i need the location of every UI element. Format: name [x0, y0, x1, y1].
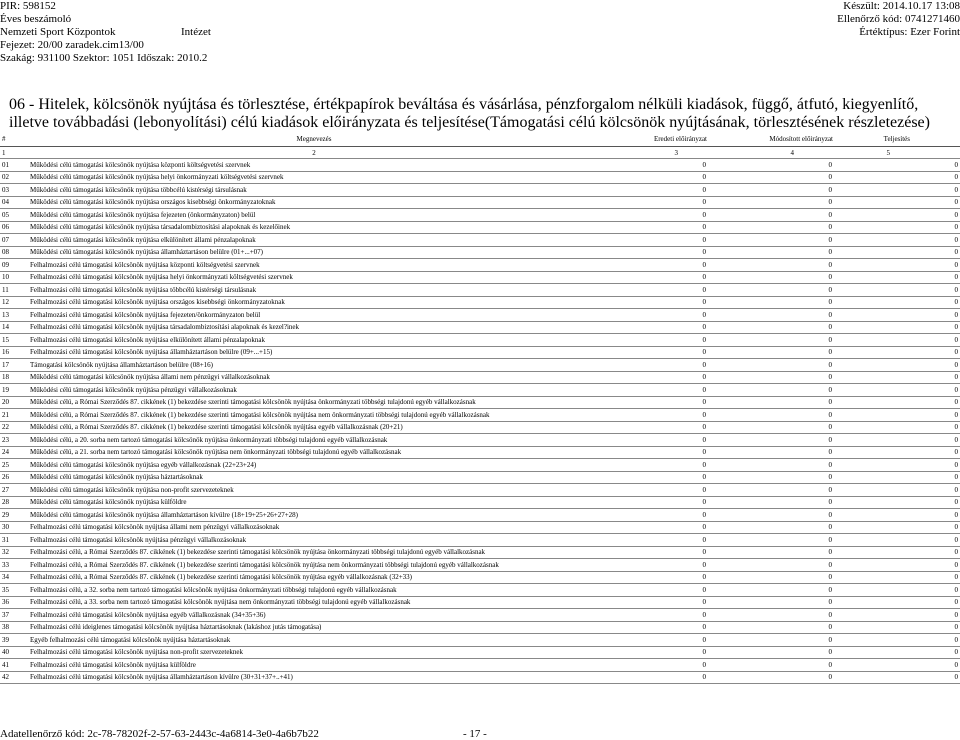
row-number: 15: [0, 334, 28, 347]
fulfillment: 0: [834, 296, 960, 309]
row-number: 30: [0, 521, 28, 534]
modified-budget: 0: [708, 546, 834, 559]
column-header: Módosított előirányzat: [708, 132, 834, 147]
table-row: [0, 346, 960, 359]
row-number: 25: [0, 459, 28, 472]
original-budget: 0: [600, 559, 708, 572]
fulfillment: 0: [834, 421, 960, 434]
fulfillment: 0: [834, 259, 960, 272]
row-number: 21: [0, 409, 28, 422]
fulfillment: 0: [834, 334, 960, 347]
fulfillment: 0: [834, 221, 960, 234]
fulfillment: 0: [834, 234, 960, 247]
row-number: 19: [0, 384, 28, 397]
row-description: Egyéb felhalmozási célú támogatási kölcsönök nyújtása háztartásoknak: [28, 634, 600, 647]
table-row: [0, 609, 960, 622]
row-number: 41: [0, 659, 28, 672]
fulfillment: 0: [834, 646, 960, 659]
original-budget: 0: [600, 646, 708, 659]
original-budget: 0: [600, 234, 708, 247]
modified-budget: 0: [708, 309, 834, 322]
table-row: [0, 384, 960, 397]
row-number: 13: [0, 309, 28, 322]
original-budget: 0: [600, 334, 708, 347]
table-row: [0, 596, 960, 609]
modified-budget: 0: [708, 259, 834, 272]
row-number: 34: [0, 571, 28, 584]
table-row: [0, 534, 960, 547]
fulfillment: 0: [834, 371, 960, 384]
row-description: Működési célú támogatási kölcsönök nyújtása fejezeten (önkormányzaton) belül: [28, 209, 600, 222]
fulfillment: 0: [834, 484, 960, 497]
original-budget: 0: [600, 509, 708, 522]
modified-budget: 0: [708, 184, 834, 197]
table-row: [0, 621, 960, 634]
row-description: Felhalmozási célú támogatási kölcsönök nyújtása államháztartáson belülre (09+...+15): [28, 346, 600, 359]
original-budget: 0: [600, 409, 708, 422]
row-description: Felhalmozási célú támogatási kölcsönök nyújtása állami nem pénzügyi vállalkozásoknak: [28, 521, 600, 534]
row-description: Működési célú támogatási kölcsönök nyújtása egyéb vállalkozásnak (22+23+24): [28, 459, 600, 472]
modified-budget: 0: [708, 409, 834, 422]
row-description: Felhalmozási célú ideiglenes támogatási kölcsönök nyújtása háztartásoknak (lakáshoz jutás támogatása): [28, 621, 600, 634]
chapter-info: Fejezet: 20/00 zaradek.cim13/00: [0, 39, 144, 51]
row-number: 28: [0, 496, 28, 509]
fulfillment: 0: [834, 346, 960, 359]
table-row: [0, 434, 960, 447]
row-number: 11: [0, 284, 28, 297]
report-header: [0, 0, 960, 70]
original-budget: 0: [600, 596, 708, 609]
row-number: 09: [0, 259, 28, 272]
fulfillment: 0: [834, 246, 960, 259]
fulfillment: 0: [834, 471, 960, 484]
table-row: [0, 571, 960, 584]
table-row: [0, 359, 960, 372]
row-number: 40: [0, 646, 28, 659]
row-number: 06: [0, 221, 28, 234]
fulfillment: 0: [834, 571, 960, 584]
fulfillment: 0: [834, 509, 960, 522]
fulfillment: 0: [834, 459, 960, 472]
original-budget: 0: [600, 434, 708, 447]
row-number: 23: [0, 434, 28, 447]
row-number: 12: [0, 296, 28, 309]
original-budget: 0: [600, 396, 708, 409]
row-description: Működési célú támogatási kölcsönök nyújtása államháztartáson kívülre (18+19+25+26+27+28): [28, 509, 600, 522]
row-description: Felhalmozási célú támogatási kölcsönök nyújtása egyéb vállalkozásnak (34+35+36): [28, 609, 600, 622]
original-budget: 0: [600, 471, 708, 484]
table-row: [0, 446, 960, 459]
value-type: Értéktípus: Ezer Forint: [859, 26, 960, 38]
row-number: 07: [0, 234, 28, 247]
table-row: [0, 321, 960, 334]
original-budget: 0: [600, 621, 708, 634]
row-description: Működési célú, a Római Szerződés 87. cikkének (1) bekezdése szerinti támogatási kölcsönök nyújtása önkormányzati többségi tulajdonú egyéb vállalkozásnak: [28, 396, 600, 409]
original-budget: 0: [600, 571, 708, 584]
modified-budget: 0: [708, 509, 834, 522]
table-row: [0, 484, 960, 497]
row-number: 32: [0, 546, 28, 559]
fulfillment: 0: [834, 359, 960, 372]
row-number: 03: [0, 184, 28, 197]
fulfillment: 0: [834, 409, 960, 422]
row-description: Felhalmozási célú támogatási kölcsönök nyújtása országos kisebbségi önkormányzatoknak: [28, 296, 600, 309]
data-check-code: Adatellenőrző kód: 2c-78-78202f-2-57-63-2443c-4a6814-3e0-4a6b7b22: [0, 728, 319, 740]
table-header-row: [0, 132, 960, 147]
row-number: 14: [0, 321, 28, 334]
table-row: [0, 521, 960, 534]
table-row: [0, 409, 960, 422]
table-row: [0, 659, 960, 672]
original-budget: 0: [600, 171, 708, 184]
table-row: [0, 271, 960, 284]
table-row: [0, 646, 960, 659]
original-budget: 0: [600, 459, 708, 472]
original-budget: 0: [600, 534, 708, 547]
row-number: 42: [0, 671, 28, 684]
table-row: [0, 671, 960, 684]
modified-budget: 0: [708, 346, 834, 359]
row-number: 01: [0, 159, 28, 172]
modified-budget: 0: [708, 596, 834, 609]
table-row: [0, 371, 960, 384]
row-number: 08: [0, 246, 28, 259]
row-number: 22: [0, 421, 28, 434]
row-description: Működési célú támogatási kölcsönök nyújtása külföldre: [28, 496, 600, 509]
row-number: 24: [0, 446, 28, 459]
modified-budget: 0: [708, 234, 834, 247]
modified-budget: 0: [708, 371, 834, 384]
original-budget: 0: [600, 546, 708, 559]
fulfillment: 0: [834, 159, 960, 172]
row-description: Felhalmozási célú támogatási kölcsönök nyújtása pénzügyi vállalkozásoknak: [28, 534, 600, 547]
row-description: Működési célú támogatási kölcsönök nyújtása központi költségvetési szervnek: [28, 159, 600, 172]
fulfillment: 0: [834, 621, 960, 634]
row-description: Működési célú támogatási kölcsönök nyújtása országos kisebbségi önkormányzatoknak: [28, 196, 600, 209]
modified-budget: 0: [708, 196, 834, 209]
fulfillment: 0: [834, 584, 960, 597]
table-row: [0, 559, 960, 572]
modified-budget: 0: [708, 559, 834, 572]
modified-budget: 0: [708, 534, 834, 547]
modified-budget: 0: [708, 284, 834, 297]
table-row: [0, 634, 960, 647]
fulfillment: 0: [834, 671, 960, 684]
fulfillment: 0: [834, 384, 960, 397]
fulfillment: 0: [834, 171, 960, 184]
original-budget: 0: [600, 384, 708, 397]
modified-budget: 0: [708, 396, 834, 409]
table-body: [0, 159, 960, 684]
row-description: Felhalmozási célú támogatási kölcsönök nyújtása központi költségvetési szervnek: [28, 259, 600, 272]
pir-label: PIR: 598152: [0, 0, 56, 12]
modified-budget: 0: [708, 246, 834, 259]
original-budget: 0: [600, 659, 708, 672]
table-row: [0, 546, 960, 559]
row-description: Felhalmozási célú, a Római Szerződés 87. cikkének (1) bekezdése szerinti támogatási kölcsönök nyújtása egyéb vállalkozásnak (32+33): [28, 571, 600, 584]
row-number: 36: [0, 596, 28, 609]
row-number: 33: [0, 559, 28, 572]
column-header: Teljesítés: [834, 132, 960, 147]
row-number: 17: [0, 359, 28, 372]
column-index: 3: [600, 147, 708, 159]
row-description: Felhalmozási célú, a Római Szerződés 87. cikkének (1) bekezdése szerinti támogatási kölcsönök nyújtása önkormányzati többségi tulajdonú egyéb vállalkozásnak: [28, 546, 600, 559]
modified-budget: 0: [708, 484, 834, 497]
modified-budget: 0: [708, 609, 834, 622]
fulfillment: 0: [834, 284, 960, 297]
fulfillment: 0: [834, 321, 960, 334]
modified-budget: 0: [708, 334, 834, 347]
row-description: Felhalmozási célú támogatási kölcsönök nyújtása non-profit szervezeteknek: [28, 646, 600, 659]
original-budget: 0: [600, 609, 708, 622]
column-header: Eredeti előirányzat: [600, 132, 708, 147]
fulfillment: 0: [834, 196, 960, 209]
fulfillment: 0: [834, 309, 960, 322]
original-budget: 0: [600, 321, 708, 334]
row-number: 10: [0, 271, 28, 284]
original-budget: 0: [600, 446, 708, 459]
modified-budget: 0: [708, 221, 834, 234]
modified-budget: 0: [708, 634, 834, 647]
modified-budget: 0: [708, 646, 834, 659]
table-row: [0, 234, 960, 247]
row-description: Működési célú támogatási kölcsönök nyújtása társadalombiztosítási alapoknak és kezelőinek: [28, 221, 600, 234]
table-row: [0, 221, 960, 234]
original-budget: 0: [600, 271, 708, 284]
table-row: [0, 396, 960, 409]
table-row: [0, 196, 960, 209]
original-budget: 0: [600, 284, 708, 297]
modified-budget: 0: [708, 321, 834, 334]
table-row: [0, 171, 960, 184]
row-number: 16: [0, 346, 28, 359]
table-row: [0, 209, 960, 222]
original-budget: 0: [600, 421, 708, 434]
original-budget: 0: [600, 371, 708, 384]
table-row: [0, 184, 960, 197]
modified-budget: 0: [708, 171, 834, 184]
fulfillment: 0: [834, 396, 960, 409]
row-description: Működési célú, a 21. sorba nem tartozó támogatási kölcsönök nyújtása nem önkormányzati többségi tulajdonú egyéb vállalkozásnak: [28, 446, 600, 459]
original-budget: 0: [600, 184, 708, 197]
row-description: Felhalmozási célú támogatási kölcsönök nyújtása államháztartáson kívülre (30+31+37+..+41): [28, 671, 600, 684]
modified-budget: 0: [708, 296, 834, 309]
modified-budget: 0: [708, 571, 834, 584]
row-number: 04: [0, 196, 28, 209]
table-row: [0, 421, 960, 434]
row-description: Működési célú támogatási kölcsönök nyújtása elkülönített állami pénzalapoknak: [28, 234, 600, 247]
table-row: [0, 496, 960, 509]
checksum-code: Ellenőrző kód: 0741271460: [837, 13, 960, 25]
row-description: Működési célú, a Római Szerződés 87. cikkének (1) bekezdése szerinti támogatási kölcsönök nyújtása nem önkormányzati többségi tulajdonú egyéb vállalkozásnak: [28, 409, 600, 422]
original-budget: 0: [600, 359, 708, 372]
modified-budget: 0: [708, 584, 834, 597]
column-header: Megnevezés: [28, 132, 600, 147]
modified-budget: 0: [708, 159, 834, 172]
row-description: Felhalmozási célú támogatási kölcsönök nyújtása helyi önkormányzati költségvetési szervnek: [28, 271, 600, 284]
modified-budget: 0: [708, 459, 834, 472]
table-row: [0, 259, 960, 272]
fulfillment: 0: [834, 434, 960, 447]
column-index: 1: [0, 147, 28, 159]
original-budget: 0: [600, 634, 708, 647]
row-description: Felhalmozási célú, a 33. sorba nem tartozó támogatási kölcsönök nyújtása nem önkormányzati többségi tulajdonú egyéb vállalkozásnak: [28, 596, 600, 609]
original-budget: 0: [600, 484, 708, 497]
table-row: [0, 471, 960, 484]
table-row: [0, 509, 960, 522]
original-budget: 0: [600, 671, 708, 684]
modified-budget: 0: [708, 671, 834, 684]
modified-budget: 0: [708, 659, 834, 672]
row-description: Működési célú támogatási kölcsönök nyújtása non-profit szervezeteknek: [28, 484, 600, 497]
original-budget: 0: [600, 584, 708, 597]
row-number: 26: [0, 471, 28, 484]
fulfillment: 0: [834, 634, 960, 647]
original-budget: 0: [600, 196, 708, 209]
table-row: [0, 334, 960, 347]
row-number: 39: [0, 634, 28, 647]
row-number: 02: [0, 171, 28, 184]
modified-budget: 0: [708, 271, 834, 284]
row-description: Felhalmozási célú támogatási kölcsönök nyújtása fejezeten/önkormányzaton belül: [28, 309, 600, 322]
column-header: #: [0, 132, 28, 147]
column-index: 2: [28, 147, 600, 159]
original-budget: 0: [600, 521, 708, 534]
original-budget: 0: [600, 346, 708, 359]
modified-budget: 0: [708, 384, 834, 397]
row-number: 31: [0, 534, 28, 547]
row-description: Működési célú támogatási kölcsönök nyújtása többcélú kistérségi társulásnak: [28, 184, 600, 197]
original-budget: 0: [600, 221, 708, 234]
row-number: 37: [0, 609, 28, 622]
created-at: Készült: 2014.10.17 13:08: [843, 0, 960, 12]
table-row: [0, 246, 960, 259]
table-row: [0, 459, 960, 472]
original-budget: 0: [600, 496, 708, 509]
organization-name: Nemzeti Sport Központok: [0, 26, 116, 38]
page-number: - 17 -: [463, 728, 487, 740]
sector-info: Szakág: 931100 Szektor: 1051 Időszak: 2010.2: [0, 52, 208, 64]
modified-budget: 0: [708, 434, 834, 447]
table-row: [0, 159, 960, 172]
column-index: 5: [834, 147, 960, 159]
column-index-row: [0, 147, 960, 159]
fulfillment: 0: [834, 271, 960, 284]
fulfillment: 0: [834, 534, 960, 547]
row-description: Felhalmozási célú támogatási kölcsönök nyújtása külföldre: [28, 659, 600, 672]
row-number: 18: [0, 371, 28, 384]
original-budget: 0: [600, 246, 708, 259]
row-description: Működési célú támogatási kölcsönök nyújtása állami nem pénzügyi vállalkozásoknak: [28, 371, 600, 384]
modified-budget: 0: [708, 209, 834, 222]
modified-budget: 0: [708, 471, 834, 484]
fulfillment: 0: [834, 446, 960, 459]
row-description: Működési célú támogatási kölcsönök nyújtása háztartásoknak: [28, 471, 600, 484]
table-row: [0, 284, 960, 297]
row-description: Működési célú, a 20. sorba nem tartozó támogatási kölcsönök nyújtása önkormányzati többségi tulajdonú egyéb vállalkozásnak: [28, 434, 600, 447]
fulfillment: 0: [834, 496, 960, 509]
modified-budget: 0: [708, 621, 834, 634]
row-number: 38: [0, 621, 28, 634]
fulfillment: 0: [834, 559, 960, 572]
modified-budget: 0: [708, 359, 834, 372]
original-budget: 0: [600, 296, 708, 309]
loan-table: [0, 132, 960, 684]
row-description: Felhalmozási célú, a 32. sorba nem tartozó támogatási kölcsönök nyújtása önkormányzati többségi tulajdonú egyéb vállalkozásnak: [28, 584, 600, 597]
fulfillment: 0: [834, 659, 960, 672]
row-number: 05: [0, 209, 28, 222]
row-number: 20: [0, 396, 28, 409]
institution-type: Intézet: [181, 26, 211, 38]
modified-budget: 0: [708, 496, 834, 509]
modified-budget: 0: [708, 446, 834, 459]
original-budget: 0: [600, 159, 708, 172]
row-description: Támogatási kölcsönök nyújtása államháztartáson belülre (08+16): [28, 359, 600, 372]
page-title: 06 - Hitelek, kölcsönök nyújtása és törlesztése, értékpapírok beváltása és vásárlása, pénzforgalom nélküli kiadások, függő, átfutó, kiegyenlítő, illetve továbbadási (lebonyolítási) célú kiadások előirányzata és teljesítése(Támogatási célú kölcsönök nyújtásának, törlesztésének részletezése): [9, 96, 930, 131]
row-description: Működési célú, a Római Szerződés 87. cikkének (1) bekezdése szerinti támogatási kölcsönök nyújtása egyéb vállalkozásnak (20+21): [28, 421, 600, 434]
fulfillment: 0: [834, 184, 960, 197]
row-description: Felhalmozási célú támogatási kölcsönök nyújtása elkülönített állami pénzalapoknak: [28, 334, 600, 347]
row-number: 29: [0, 509, 28, 522]
row-description: Felhalmozási célú, a Római Szerződés 87. cikkének (1) bekezdése szerinti támogatási kölcsönök nyújtása nem önkormányzati többségi tulajdonú egyéb vállalkozásnak: [28, 559, 600, 572]
report-type: Éves beszámoló: [0, 13, 72, 25]
fulfillment: 0: [834, 609, 960, 622]
table-row: [0, 584, 960, 597]
fulfillment: 0: [834, 209, 960, 222]
original-budget: 0: [600, 259, 708, 272]
row-description: Működési célú támogatási kölcsönök nyújtása helyi önkormányzati költségvetési szervnek: [28, 171, 600, 184]
table-row: [0, 309, 960, 322]
modified-budget: 0: [708, 521, 834, 534]
original-budget: 0: [600, 209, 708, 222]
row-description: Felhalmozási célú támogatási kölcsönök nyújtása többcélú kistérségi társulásnak: [28, 284, 600, 297]
fulfillment: 0: [834, 521, 960, 534]
table-row: [0, 296, 960, 309]
row-number: 35: [0, 584, 28, 597]
row-number: 27: [0, 484, 28, 497]
row-description: Felhalmozási célú támogatási kölcsönök nyújtása társadalombiztosítási alapoknak és kezel?inek: [28, 321, 600, 334]
column-index: 4: [708, 147, 834, 159]
fulfillment: 0: [834, 546, 960, 559]
row-description: Működési célú támogatási kölcsönök nyújtása államháztartáson belülre (01+...+07): [28, 246, 600, 259]
modified-budget: 0: [708, 421, 834, 434]
fulfillment: 0: [834, 596, 960, 609]
original-budget: 0: [600, 309, 708, 322]
row-description: Működési célú támogatási kölcsönök nyújtása pénzügyi vállalkozásoknak: [28, 384, 600, 397]
